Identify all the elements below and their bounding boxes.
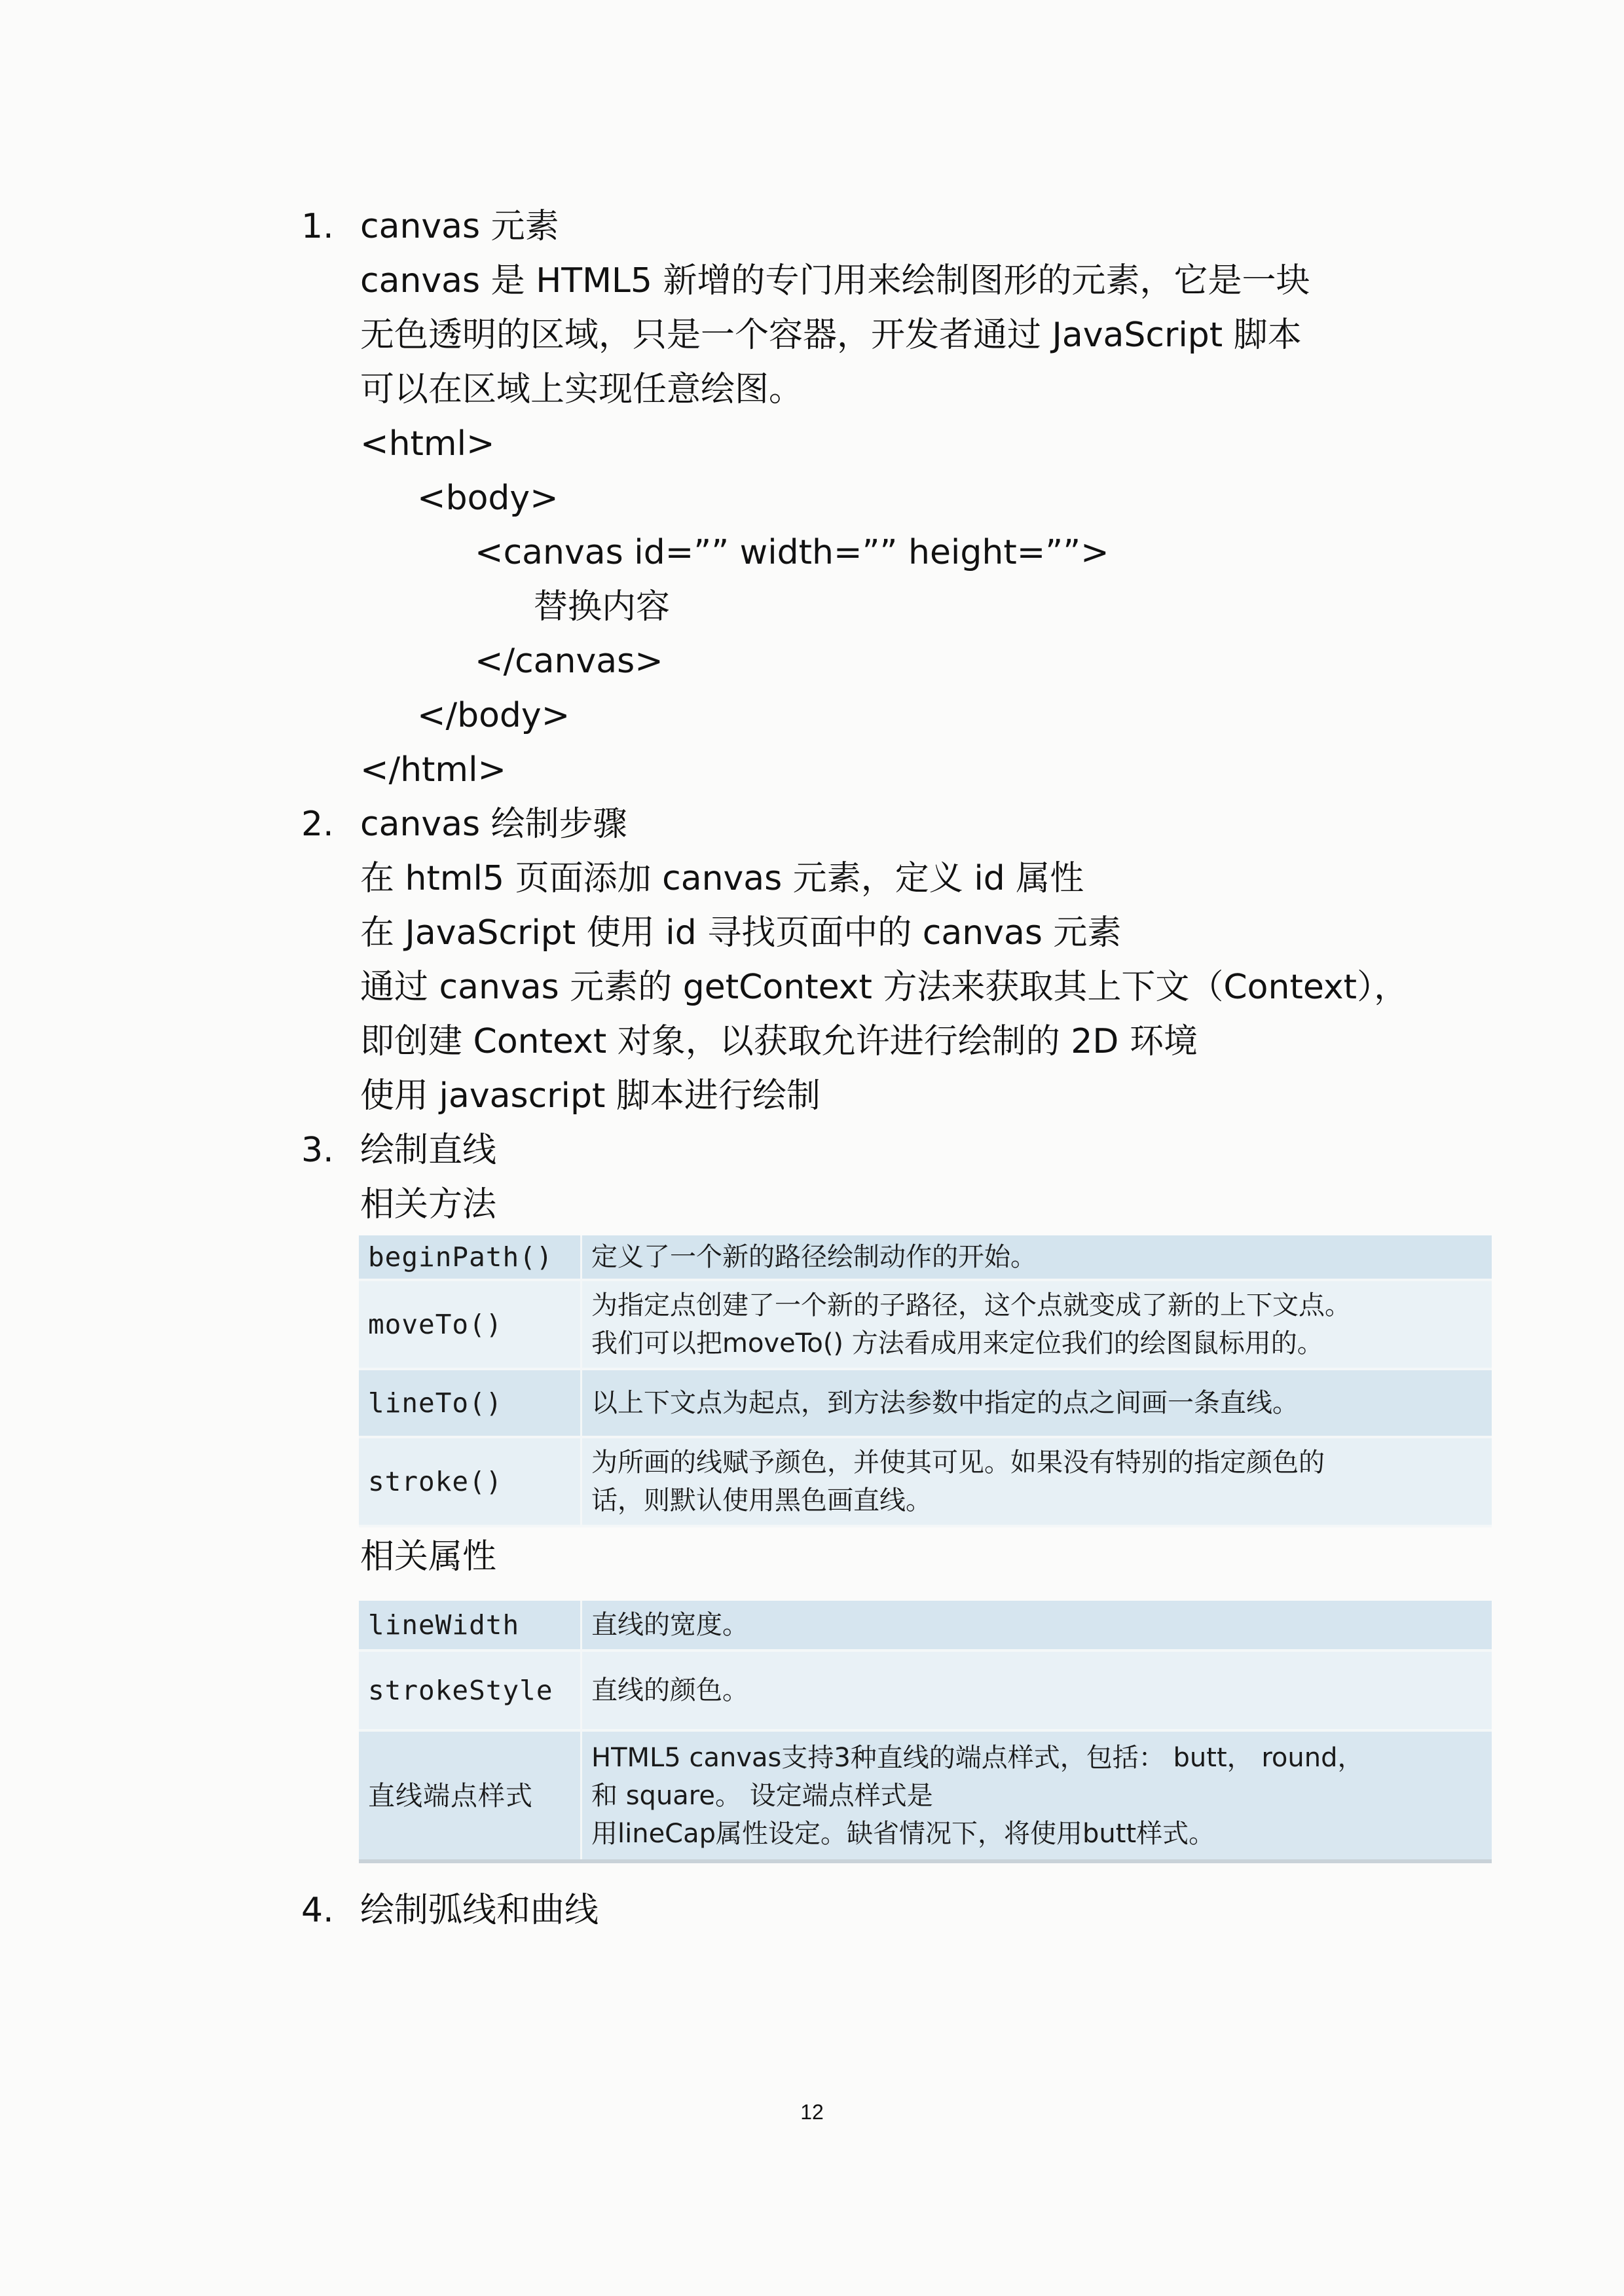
code-line-fallback-content: 替换内容 (534, 587, 671, 627)
method-desc-line: 以上下文点为起点，到方法参数中指定的点之间画一条直线。 (591, 1388, 1299, 1418)
section-3-number: 3. (301, 1131, 334, 1170)
code-line-html-open: <html> (360, 424, 495, 464)
method-name: moveTo() (368, 1309, 503, 1340)
method-desc (581, 1280, 1492, 1369)
prop-desc-line: 用lineCap属性设定。缺省情况下，将使用butt样式。 (591, 1818, 1215, 1849)
prop-desc-line: 直线的颜色。 (591, 1675, 748, 1705)
section-1-body-line-1: canvas 是 HTML5 新增的专门用来绘制图形的元素，它是一块 (360, 261, 1310, 301)
table-row (359, 1650, 1492, 1730)
props-table (359, 1601, 1492, 1863)
code-line-html-close: </html> (360, 750, 507, 790)
section-1-heading: canvas 元素 (360, 207, 559, 246)
method-desc (581, 1235, 1492, 1280)
method-desc (581, 1437, 1492, 1526)
table-row (359, 1437, 1492, 1526)
table-row (359, 1730, 1492, 1861)
table-row (359, 1235, 1492, 1280)
method-name: lineTo() (368, 1387, 503, 1419)
section-4-heading: 绘制弧线和曲线 (360, 1891, 599, 1930)
section-2-number: 2. (301, 805, 334, 844)
prop-desc-line: 和 square。 设定端点样式是 (591, 1780, 933, 1811)
section-2-step-4: 使用 javascript 脚本进行绘制 (360, 1076, 821, 1116)
method-desc-line: 为指定点创建了一个新的子路径，这个点就变成了新的上下文点。 (591, 1290, 1351, 1321)
section-1-body-line-2: 无色透明的区域，只是一个容器，开发者通过 JavaScript 脚本 (360, 316, 1302, 355)
methods-label: 相关方法 (360, 1185, 497, 1224)
methods-table (359, 1235, 1492, 1527)
prop-desc (581, 1650, 1492, 1730)
section-2-step-2: 在 JavaScript 使用 id 寻找页面中的 canvas 元素 (360, 913, 1122, 953)
code-line-canvas-close: </canvas> (475, 642, 663, 681)
prop-desc (581, 1601, 1492, 1650)
method-name: stroke() (368, 1466, 503, 1497)
code-line-canvas-open: <canvas id=”” width=”” height=””> (475, 533, 1109, 572)
props-label: 相关属性 (360, 1537, 497, 1576)
code-line-body-open: <body> (417, 479, 559, 518)
prop-name: strokeStyle (368, 1675, 553, 1706)
section-2-heading: canvas 绘制步骤 (360, 805, 627, 844)
section-4-number: 4. (301, 1891, 334, 1930)
prop-desc (581, 1730, 1492, 1861)
section-1-body-line-3: 可以在区域上实现任意绘图。 (360, 370, 803, 409)
prop-desc-line: 直线的宽度。 (591, 1610, 748, 1640)
section-3-heading: 绘制直线 (360, 1131, 497, 1170)
page-number: 12 (800, 2100, 824, 2124)
method-desc (581, 1369, 1492, 1437)
method-desc-line: 话，则默认使用黑色画直线。 (591, 1485, 932, 1516)
section-2-step-3-cont: 即创建 Context 对象，以获取允许进行绘制的 2D 环境 (360, 1022, 1198, 1061)
prop-name: lineWidth (368, 1609, 520, 1641)
method-desc-line: 我们可以把moveTo() 方法看成用来定位我们的绘图鼠标用的。 (591, 1328, 1323, 1358)
method-desc-line: 定义了一个新的路径绘制动作的开始。 (591, 1242, 1037, 1272)
section-2-step-3: 通过 canvas 元素的 getContext 方法来获取其上下文（Context）， (360, 968, 1409, 1007)
table-row (359, 1280, 1492, 1369)
section-2-step-1: 在 html5 页面添加 canvas 元素，定义 id 属性 (360, 859, 1084, 898)
table-row (359, 1369, 1492, 1437)
prop-desc-line: HTML5 canvas支持3种直线的端点样式，包括： butt， round， (591, 1742, 1364, 1773)
method-desc-line: 为所画的线赋予颜色，并使其可见。如果没有特别的指定颜色的 (591, 1448, 1325, 1478)
method-name: beginPath() (368, 1241, 553, 1273)
prop-name: 直线端点样式 (368, 1779, 533, 1812)
section-1-number: 1. (301, 207, 334, 246)
table-row (359, 1601, 1492, 1650)
code-line-body-close: </body> (417, 696, 570, 735)
